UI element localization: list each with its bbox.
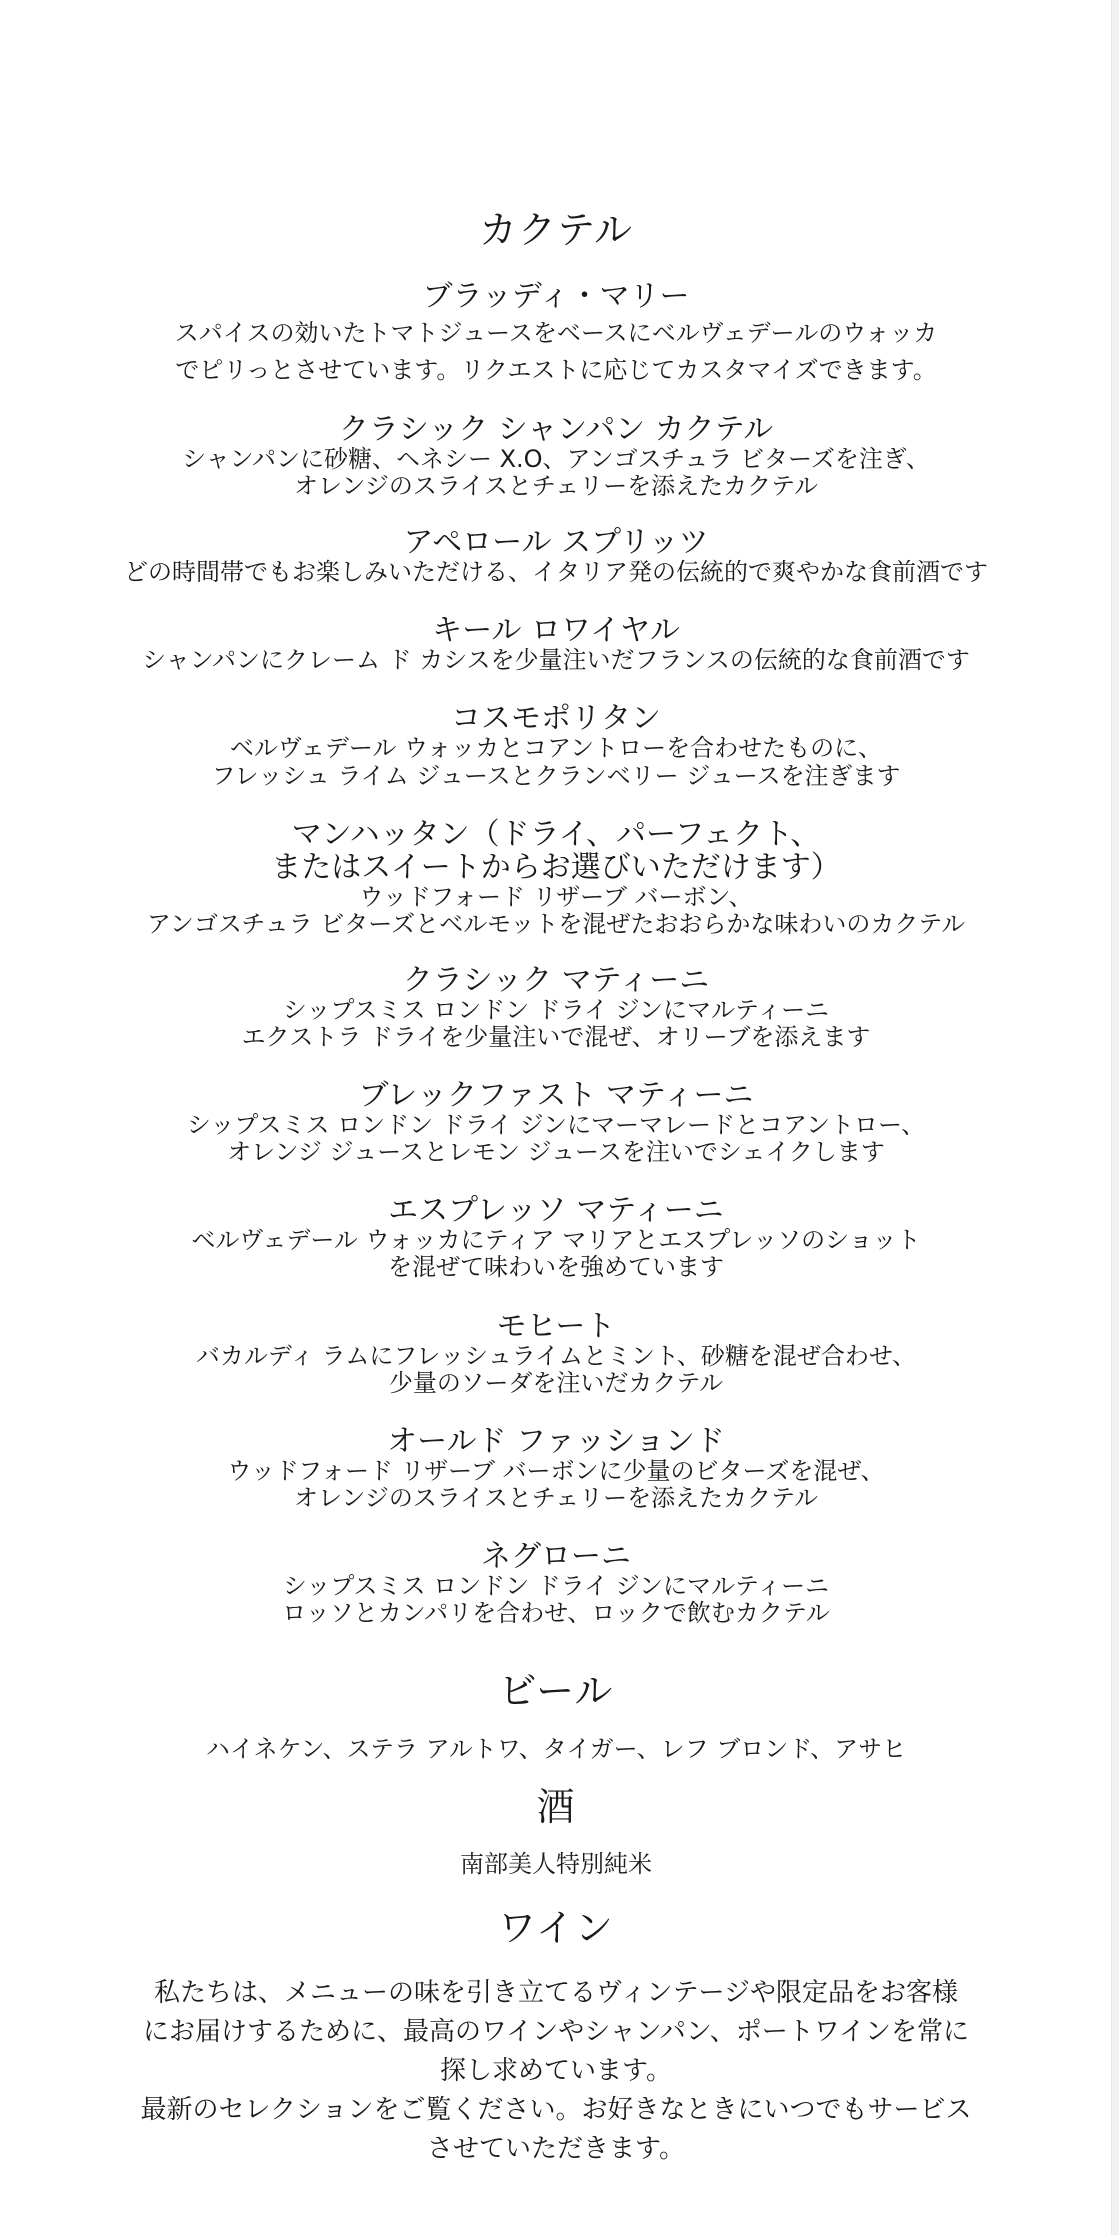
menu-item-name: アペロール スプリッツ <box>403 525 709 561</box>
menu-item-description: シャンパンにクレーム ド カシスを少量注いだフランスの伝統的な食前酒です <box>142 646 970 675</box>
menu-item-description: シャンパンに砂糖、ヘネシー X.O、アンゴスチュラ ビターズを注ぎ、 オレンジのスライスとチェリーを添えたカクテル <box>182 444 930 501</box>
menu-item-description: スパイスの効いたトマトジュースをベースにベルヴェデールのウォッカ でピリっとさせています。リクエストに応じてカスタマイズできます。 <box>174 318 938 384</box>
wine-description: 私たちは、メニューの味を引き立てるヴィンテージや限定品をお客様 にお届けするために、最高のワインやシャンパン、ポートワインを常に 探し求めています。 最新のセレクションをご覧ください。お好きなときにいつでもサービス させていただきます。 <box>140 1977 972 2164</box>
menu-item-classic-champagne-cocktail <box>0 413 1112 500</box>
beer-title: ビール <box>498 1669 614 1714</box>
menu-item-description: シップスミス ロンドン ドライ ジンにマルティーニ ロッソとカンパリを合わせ、ロックで飲むカクテル <box>282 1571 830 1628</box>
menu-item-name: マンハッタン（ドライ、パーフェクト、 またはスイートからお選びいただけます） <box>271 816 841 885</box>
menu-item-breakfast-martini <box>0 1079 1112 1166</box>
menu-item-description: どの時間帯でもお楽しみいただける、イタリア発の伝統的で爽やかな食前酒です <box>124 558 988 587</box>
wine-title: ワイン <box>498 1906 614 1951</box>
menu-item-negroni <box>0 1540 1112 1627</box>
sake-title: 酒 <box>536 1784 576 1829</box>
menu-item-espresso-martini <box>0 1194 1112 1281</box>
menu-item-name: モヒート <box>496 1308 616 1344</box>
menu-item-name: オールド ファッションド <box>387 1423 725 1459</box>
menu-item-description: ウッドフォード リザーブ バーボンに少量のビターズを混ぜ、 オレンジのスライスとチェリーを添えたカクテル <box>227 1456 885 1512</box>
menu-item-name: キール ロワイヤル <box>432 613 680 649</box>
menu-item-aperol-spritz <box>0 526 1112 586</box>
menu-item-description: ウッドフォード リザーブ バーボン、 アンゴスチュラ ビターズとベルモットを混ぜたおおらかな味わいのカクテル <box>146 882 966 938</box>
menu-item-description: ベルヴェデール ウォッカにティア マリアとエスプレッソのショット を混ぜて味わいを強めています <box>191 1226 921 1282</box>
menu-item-description: バカルディ ラムにフレッシュライムとミント、砂糖を混ぜ合わせ、 少量のソーダを注いだカクテル <box>195 1341 917 1397</box>
menu-item-name: ネグローニ <box>481 1538 631 1574</box>
menu-item-mojito <box>0 1310 1112 1397</box>
menu-item-classic-martini <box>0 964 1112 1051</box>
menu-item-old-fashioned <box>0 1425 1112 1512</box>
scrollbar-track[interactable] <box>1111 0 1119 2235</box>
menu-item-description: シップスミス ロンドン ドライ ジンにマルティーニ エクストラ ドライを少量注いで混ぜ、オリーブを添えます <box>241 995 871 1051</box>
menu-item-name: エスプレッソ マティーニ <box>388 1193 724 1229</box>
menu-item-name: クラシック シャンパン カクテル <box>338 411 774 447</box>
menu-item-kir-royal <box>0 614 1112 674</box>
menu-item-manhattan <box>0 818 1112 938</box>
menu-item-description: ベルヴェデール ウォッカとコアントローを合わせたものに、 フレッシュ ライム ジュースとクランベリー ジュースを注ぎます <box>211 734 901 790</box>
menu-item-cosmopolitan <box>0 702 1112 789</box>
menu-item-name: コスモポリタン <box>451 701 661 737</box>
menu-item-bloody-mary <box>0 280 1112 389</box>
cocktails-title: カクテル <box>478 208 634 252</box>
sake-list: 南部美人特別純米 <box>460 1850 652 1879</box>
menu-item-name: ブレックファスト マティーニ <box>358 1078 754 1114</box>
menu-item-name: クラシック マティーニ <box>402 962 710 998</box>
beer-list: ハイネケン、ステラ アルトワ、タイガー、レフ ブロンド、アサヒ <box>205 1734 907 1763</box>
menu-item-description: シップスミス ロンドン ドライ ジンにマーマレードとコアントロー、 オレンジ ジュースとレモン ジュースを注いでシェイクします <box>186 1111 926 1167</box>
menu-item-name: ブラッディ・マリー <box>422 278 690 314</box>
